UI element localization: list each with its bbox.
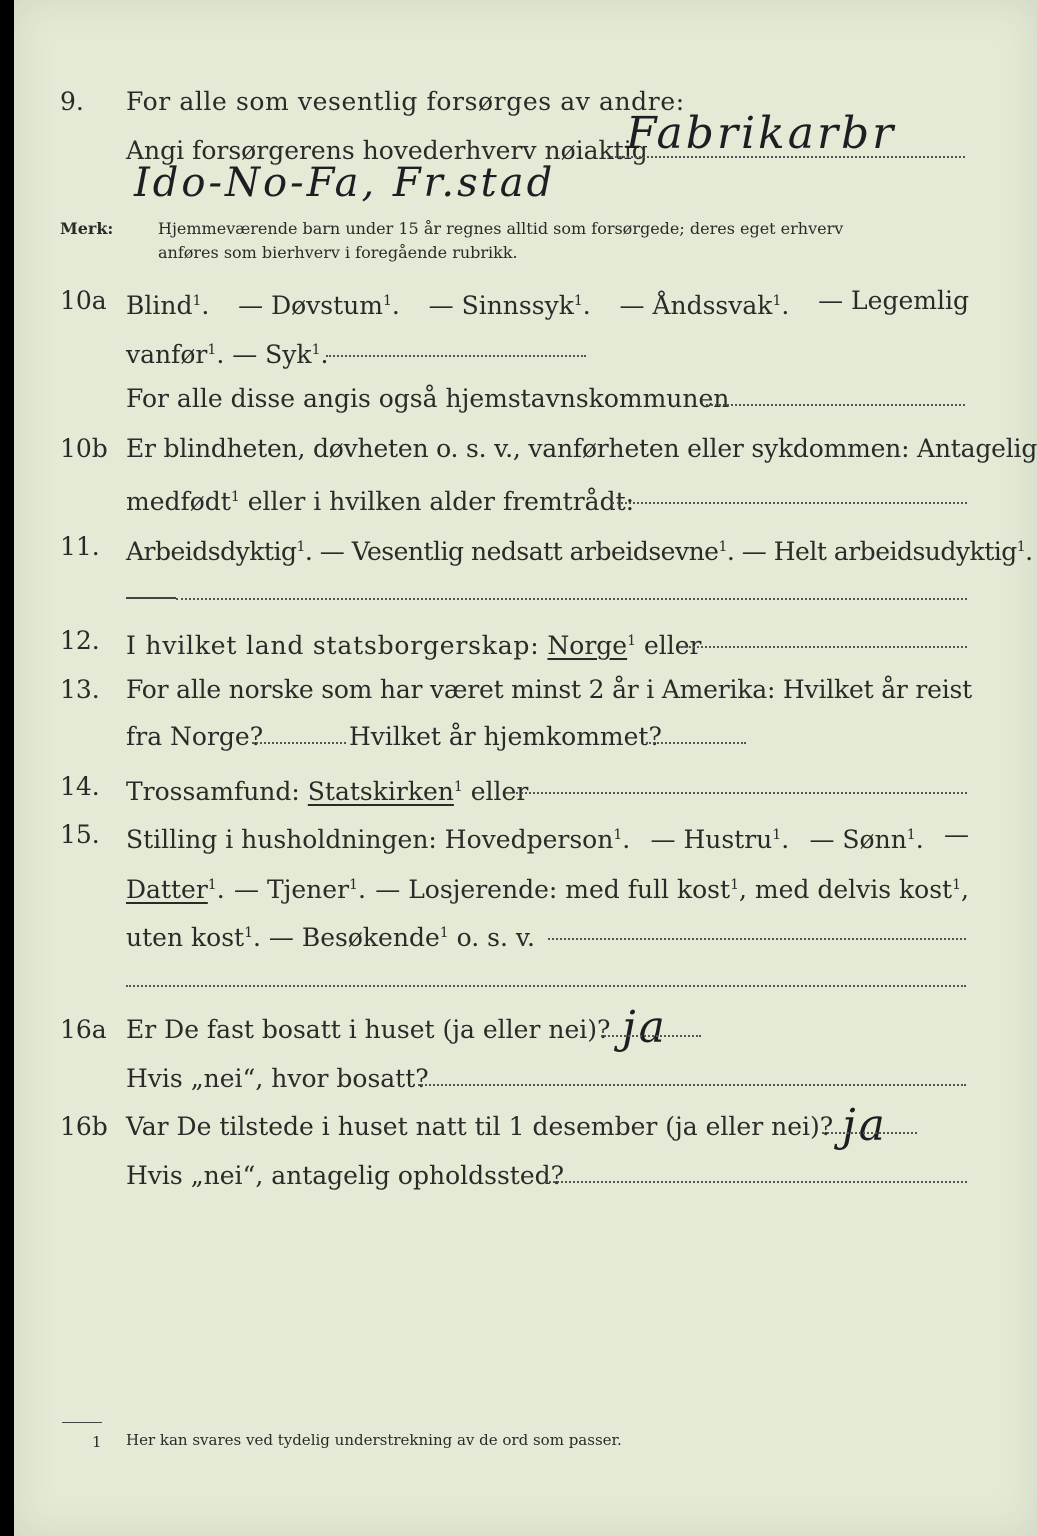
q15-uten-kost: uten kost [126, 923, 245, 952]
q12-eller: eller [643, 631, 702, 660]
q12-answer-line [678, 626, 967, 648]
footnote-mark: 1 [92, 1433, 102, 1451]
q12-text: I hvilket land statsborgerskap: [126, 631, 540, 660]
q16a-text-line1: Er De fast bosatt i huset (ja eller nei)? [126, 1015, 611, 1044]
q16b-answer-line [822, 1112, 917, 1134]
q15-dash: — [943, 820, 969, 849]
q15-besokende: — Besøkende [268, 923, 440, 952]
q14-answer-line [516, 772, 967, 794]
q13-reist-line [252, 722, 346, 744]
q15-number: 15. [60, 820, 100, 849]
q16a-number: 16a [60, 1015, 107, 1044]
q10a-andssvak: — Åndssvak [619, 291, 773, 320]
q10a-answer-line [326, 335, 586, 357]
q10a-syk: — Syk [232, 340, 312, 369]
q13-hjemkommet-line [646, 722, 746, 744]
q10a-vanfor: vanfør [126, 340, 208, 369]
q16b-number: 16b [60, 1112, 108, 1141]
q10a-sinnssyk: — Sinnssyk [428, 291, 574, 320]
q10b-text-line1: Er blindheten, døvheten o. s. v., vanførheten eller sykdommen: Antagelig [126, 434, 1037, 463]
q10a-hjemstavn-line [706, 384, 965, 406]
q13-number: 13. [60, 675, 100, 704]
q15-hustru: — Hustru [650, 825, 773, 854]
q10b-medfodt: medfødt [126, 487, 231, 516]
merk-text-line1: Hjemmeværende barn under 15 år regnes alltid som forsørgede; deres eget erhverv [158, 219, 844, 238]
q14-number: 14. [60, 772, 100, 801]
q11-answer-start [126, 597, 176, 599]
q11-nedsatt: — Vesentlig nedsatt arbeidsevne [319, 537, 719, 566]
q10b-number: 10b [60, 434, 108, 463]
q15-losjerende: — Losjerende: med full kost [375, 875, 731, 904]
q10a-hjemstavn-text: For alle disse angis også hjemstavnskommunen [126, 384, 730, 413]
q9-handwritten-occupation: Fabrikarbr [626, 108, 897, 159]
q9-handwritten-employer: Ido-No-Fa, Fr.stad [134, 160, 556, 206]
q10a-dovstum: — Døvstum [238, 291, 383, 320]
footnote-rule [62, 1422, 102, 1423]
q16b-text-line1: Var De tilstede i huset natt til 1 desember (ja eller nei)? [126, 1112, 834, 1141]
q10b-alder-text: eller i hvilken alder fremtrådt: [247, 487, 635, 516]
q13-text-line1: For alle norske som har været minst 2 år i Amerika: Hvilket år reist [126, 675, 973, 704]
census-form-page: 9. For alle som vesentlig forsørges av andre: Angi forsørgerens hovederhverv nøiaktig Fabrikarbr Ido-No-Fa, Fr.stad Merk: Hjemmeværende barn under 15 år regnes alltid som forsørgede; deres eget erhverv anføres som bierhverv i foregående rubrikk. 10a Blind$^1$. — Døvstum$^1$. — Sinnssyk$^1$. — Åndssvak$^1$. — Legemlig vanfør$^1$. — Syk$^1$. For alle disse angis også hjemstavnskommunen 10b Er blindheten, døvheten o. s. v., vanførheten eller sykdommen: Antagelig medfødt$^1$ eller i hvilken alder fremtrådt: 11. Arbeidsdyktig$^1$. — Vesentlig nedsatt arbeidsevne$^1$. — Helt arbeidsudyktig$^1$. 12. I hvilket land statsborgerskap: Norge$^1$ eller 13. For alle norske som har været minst 2 år i Amerika: Hvilket år reist fra Norge? Hvilket år hjemkommet? 14. Trossamfund: Statskirken$^1$ eller 15. Stilling i husholdningen: Hovedperson$^1$. — Hustru$^1$. — Sønn$^1$. — Datter$^1$. — Tjener$^1$. — Losjerende: med full kost$^1$, med delvis kost$^1$, uten kost$^1$. — Besøkende$^1$ o. s. v. 16a Er De fast bosatt i huset (ja eller nei)? ja Hvis „nei“, hvor bosatt? 16b Var De tilstede i huset natt til 1 desember (ja eller nei)? ja Hvis „nei“, antagelig opholdssted? 1 Her kan svares ved tydelig understrekning av de ord som passer. [14, 0, 1037, 1536]
q16b-text-line2: Hvis „nei“, antagelig opholdssted? [126, 1161, 565, 1190]
q14-text: Trossamfund: [126, 777, 300, 806]
q11-udyktig: — Helt arbeidsudyktig [741, 537, 1017, 566]
q13-reist-label: fra Norge? [126, 722, 264, 751]
q11-number: 11. [60, 532, 100, 561]
q15-datter-underlined: Datter [126, 875, 208, 904]
q15-extra-line [126, 965, 966, 987]
q16b-handwritten-answer: ja [842, 1100, 888, 1151]
q10a-blind: Blind [126, 291, 193, 320]
q9-text-line2: Angi forsørgerens hovederhverv nøiaktig [126, 136, 648, 165]
q16a-bosatt-line [418, 1064, 966, 1086]
q10b-answer-line [612, 482, 967, 504]
merk-label: Merk: [60, 219, 114, 238]
q11-arbeidsdyktig: Arbeidsdyktig [126, 537, 297, 566]
q15-osv: o. s. v. [456, 923, 535, 952]
q10a-number: 10a [60, 286, 107, 315]
q10a-legemlig: — Legemlig [818, 286, 969, 315]
merk-text-line2: anføres som bierhverv i foregående rubrikk. [158, 243, 518, 262]
q15-answer-line [548, 918, 966, 940]
q15-hovedperson: Stilling i husholdningen: Hovedperson [126, 825, 614, 854]
q12-norge-underlined: Norge [547, 631, 628, 660]
q16a-handwritten-answer: ja [622, 1002, 668, 1053]
q16b-opholdssted-line [546, 1161, 967, 1183]
q13-hjemkommet-label: Hvilket år hjemkommet? [349, 722, 662, 751]
q15-sonn: — Sønn [809, 825, 907, 854]
q15-delvis: , med delvis kost [738, 875, 953, 904]
q14-statskirken-underlined: Statskirken [307, 777, 454, 806]
q14-eller: eller [470, 777, 529, 806]
q12-number: 12. [60, 626, 100, 655]
q11-answer-line [176, 578, 967, 600]
q15-tjener: — Tjener [234, 875, 350, 904]
footnote-text: Her kan svares ved tydelig understrekning av de ord som passer. [126, 1431, 622, 1449]
q9-number: 9. [60, 87, 84, 116]
q16a-text-line2: Hvis „nei“, hvor bosatt? [126, 1064, 429, 1093]
q9-text-line1: For alle som vesentlig forsørges av andre: [126, 87, 685, 116]
q16a-answer-line [601, 1015, 701, 1037]
